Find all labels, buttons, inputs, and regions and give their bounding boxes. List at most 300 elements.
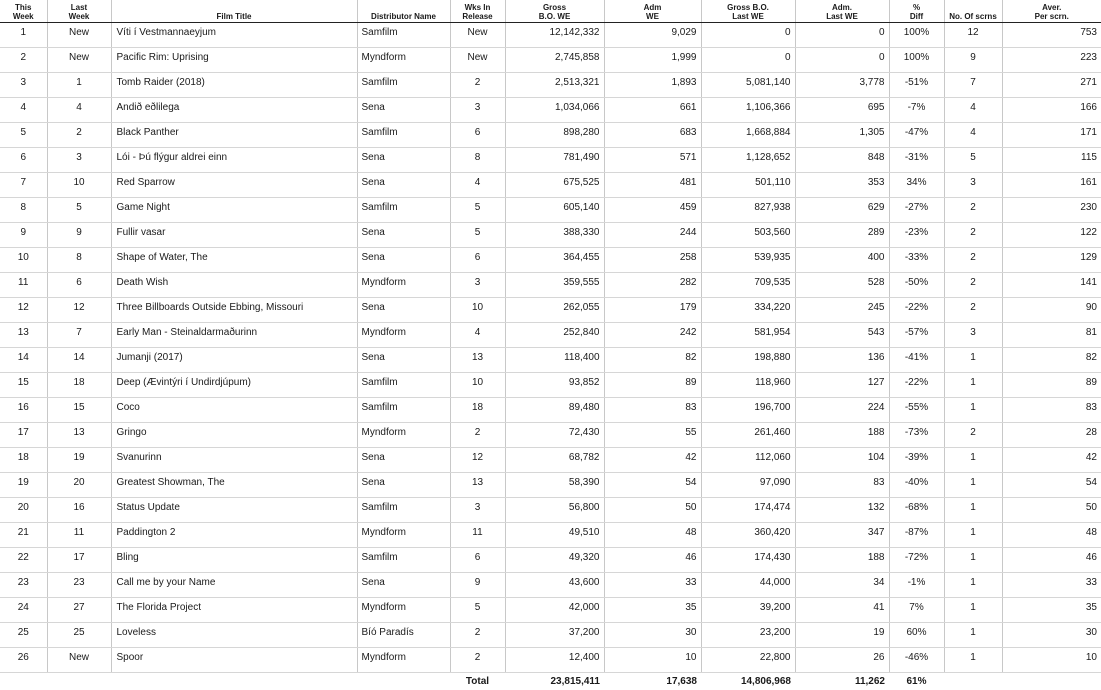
cell-adm-last-we: 188 [795,547,889,572]
cell-diff: -33% [889,247,944,272]
cell-gross-we: 605,140 [505,197,604,222]
cell-last-week: 14 [47,347,111,372]
cell-diff: -1% [889,572,944,597]
cell-last-week: 25 [47,622,111,647]
cell-wks-in-release: 10 [450,372,505,397]
cell-avg-per-screen: 42 [1002,447,1101,472]
cell-avg-per-screen: 90 [1002,297,1101,322]
cell-adm-we: 661 [604,97,701,122]
col-header-avg-per-screen: Aver. Per scrn. [1002,0,1101,22]
cell-adm-last-we: 19 [795,622,889,647]
col-header-adm-we: Adm WE [604,0,701,22]
cell-gross-we: 58,390 [505,472,604,497]
cell-avg-per-screen: 35 [1002,597,1101,622]
cell-screens: 1 [944,597,1002,622]
cell-screens: 1 [944,347,1002,372]
cell-last-week: 10 [47,172,111,197]
cell-gross-last-we: 709,535 [701,272,795,297]
col-header-diff: % Diff [889,0,944,22]
cell-film-title: Status Update [111,497,357,522]
table-row [0,47,1101,72]
cell-this-week: 6 [0,147,47,172]
cell-film-title: Víti í Vestmannaeyjum [111,22,357,47]
cell-film-title: Shape of Water, The [111,247,357,272]
cell-film-title: Lói - Þú flýgur aldrei einn [111,147,357,172]
cell-wks-in-release: 6 [450,547,505,572]
table-row [0,572,1101,597]
cell-this-week: 24 [0,597,47,622]
table-row [0,397,1101,422]
cell-screens: 2 [944,247,1002,272]
cell-distributor: Sena [357,147,450,172]
cell-gross-we: 56,800 [505,497,604,522]
cell-film-title: Call me by your Name [111,572,357,597]
cell-gross-last-we: 1,106,366 [701,97,795,122]
cell-avg-per-screen: 82 [1002,347,1101,372]
cell-this-week: 25 [0,622,47,647]
cell-film-title: Greatest Showman, The [111,472,357,497]
cell-wks-in-release: 13 [450,347,505,372]
cell-this-week: 18 [0,447,47,472]
cell-gross-last-we: 360,420 [701,522,795,547]
cell-adm-we: 35 [604,597,701,622]
cell-distributor: Sena [357,172,450,197]
total-gross-last-we: 14,806,968 [740,675,791,687]
cell-diff: -47% [889,122,944,147]
cell-avg-per-screen: 122 [1002,222,1101,247]
table-row [0,97,1101,122]
cell-this-week: 2 [0,47,47,72]
cell-distributor: Samfilm [357,497,450,522]
cell-last-week: 4 [47,97,111,122]
cell-film-title: Coco [111,397,357,422]
cell-gross-we: 72,430 [505,422,604,447]
cell-avg-per-screen: 171 [1002,122,1101,147]
table-row [0,472,1101,497]
cell-gross-last-we: 23,200 [701,622,795,647]
cell-this-week: 15 [0,372,47,397]
cell-gross-we: 49,320 [505,547,604,572]
cell-adm-we: 46 [604,547,701,572]
cell-avg-per-screen: 33 [1002,572,1101,597]
cell-gross-last-we: 112,060 [701,447,795,472]
cell-adm-we: 48 [604,522,701,547]
cell-last-week: 19 [47,447,111,472]
table-row [0,147,1101,172]
cell-adm-we: 481 [604,172,701,197]
cell-avg-per-screen: 223 [1002,47,1101,72]
table-row [0,222,1101,247]
cell-screens: 5 [944,147,1002,172]
cell-distributor: Myndform [357,47,450,72]
cell-avg-per-screen: 753 [1002,22,1101,47]
cell-screens: 1 [944,572,1002,597]
cell-adm-we: 10 [604,647,701,672]
cell-gross-we: 49,510 [505,522,604,547]
cell-avg-per-screen: 81 [1002,322,1101,347]
cell-adm-we: 30 [604,622,701,647]
cell-avg-per-screen: 48 [1002,522,1101,547]
cell-gross-last-we: 174,474 [701,497,795,522]
cell-adm-we: 683 [604,122,701,147]
table-row [0,122,1101,147]
cell-this-week: 10 [0,247,47,272]
cell-adm-last-we: 629 [795,197,889,222]
cell-gross-we: 37,200 [505,622,604,647]
cell-wks-in-release: New [450,47,505,72]
cell-avg-per-screen: 46 [1002,547,1101,572]
cell-avg-per-screen: 115 [1002,147,1101,172]
cell-this-week: 13 [0,322,47,347]
cell-adm-last-we: 0 [795,47,889,72]
cell-film-title: Fullir vasar [111,222,357,247]
cell-diff: -51% [889,72,944,97]
cell-distributor: Sena [357,222,450,247]
cell-screens: 4 [944,97,1002,122]
cell-adm-last-we: 347 [795,522,889,547]
cell-distributor: Myndform [357,522,450,547]
cell-distributor: Sena [357,447,450,472]
cell-last-week: 5 [47,197,111,222]
cell-last-week: 8 [47,247,111,272]
cell-this-week: 9 [0,222,47,247]
cell-wks-in-release: 4 [450,322,505,347]
cell-wks-in-release: 2 [450,647,505,672]
cell-distributor: Myndform [357,647,450,672]
cell-distributor: Sena [357,472,450,497]
table-row [0,247,1101,272]
cell-adm-we: 54 [604,472,701,497]
cell-screens: 1 [944,497,1002,522]
cell-gross-last-we: 1,668,884 [701,122,795,147]
cell-film-title: Svanurinn [111,447,357,472]
cell-adm-last-we: 848 [795,147,889,172]
cell-avg-per-screen: 28 [1002,422,1101,447]
cell-film-title: Jumanji (2017) [111,347,357,372]
cell-gross-we: 12,142,332 [505,22,604,47]
cell-screens: 1 [944,447,1002,472]
cell-this-week: 4 [0,97,47,122]
cell-this-week: 7 [0,172,47,197]
cell-gross-we: 262,055 [505,297,604,322]
cell-last-week: 6 [47,272,111,297]
cell-adm-last-we: 0 [795,22,889,47]
cell-wks-in-release: 5 [450,197,505,222]
cell-distributor: Sena [357,347,450,372]
total-gross-we: 23,815,411 [550,675,600,687]
cell-diff: -55% [889,397,944,422]
table-row [0,372,1101,397]
table-row [0,597,1101,622]
cell-adm-we: 571 [604,147,701,172]
col-header-distributor: Distributor Name [357,0,450,22]
cell-film-title: Early Man - Steinaldarmaðurinn [111,322,357,347]
cell-diff: -72% [889,547,944,572]
cell-this-week: 23 [0,572,47,597]
cell-adm-last-we: 3,778 [795,72,889,97]
cell-this-week: 11 [0,272,47,297]
cell-last-week: New [47,47,111,72]
cell-last-week: 9 [47,222,111,247]
cell-this-week: 21 [0,522,47,547]
cell-adm-we: 33 [604,572,701,597]
cell-avg-per-screen: 166 [1002,97,1101,122]
cell-screens: 3 [944,172,1002,197]
total-adm-we: 17,638 [666,675,697,687]
cell-avg-per-screen: 129 [1002,247,1101,272]
cell-film-title: Black Panther [111,122,357,147]
cell-diff: 7% [889,597,944,622]
cell-film-title: Loveless [111,622,357,647]
cell-gross-last-we: 501,110 [701,172,795,197]
cell-wks-in-release: 13 [450,472,505,497]
col-header-gross-last-we: Gross B.O. Last WE [701,0,795,22]
cell-adm-last-we: 353 [795,172,889,197]
cell-avg-per-screen: 141 [1002,272,1101,297]
cell-gross-we: 2,513,321 [505,72,604,97]
cell-distributor: Samfilm [357,22,450,47]
cell-distributor: Sena [357,297,450,322]
table-row [0,197,1101,222]
cell-film-title: The Florida Project [111,597,357,622]
cell-last-week: 27 [47,597,111,622]
cell-last-week: 15 [47,397,111,422]
cell-adm-we: 9,029 [604,22,701,47]
table-row [0,547,1101,572]
cell-adm-last-we: 104 [795,447,889,472]
cell-gross-last-we: 261,460 [701,422,795,447]
cell-adm-we: 459 [604,197,701,222]
cell-gross-we: 68,782 [505,447,604,472]
cell-screens: 1 [944,372,1002,397]
total-row [0,672,1101,690]
cell-gross-last-we: 198,880 [701,347,795,372]
cell-diff: -27% [889,197,944,222]
cell-gross-we: 93,852 [505,372,604,397]
cell-gross-last-we: 581,954 [701,322,795,347]
table-body [0,22,1101,672]
table-row [0,172,1101,197]
table-row [0,297,1101,322]
cell-screens: 9 [944,47,1002,72]
cell-wks-in-release: 4 [450,172,505,197]
cell-diff: -57% [889,322,944,347]
cell-wks-in-release: 2 [450,622,505,647]
cell-screens: 1 [944,547,1002,572]
cell-distributor: Sena [357,97,450,122]
cell-adm-we: 244 [604,222,701,247]
cell-screens: 12 [944,22,1002,47]
cell-diff: -73% [889,422,944,447]
cell-diff: 100% [889,22,944,47]
cell-gross-last-we: 39,200 [701,597,795,622]
total-adm-last-we: 11,262 [854,675,885,687]
cell-film-title: Red Sparrow [111,172,357,197]
cell-adm-last-we: 543 [795,322,889,347]
cell-diff: 60% [889,622,944,647]
cell-adm-last-we: 695 [795,97,889,122]
cell-gross-we: 388,330 [505,222,604,247]
cell-gross-last-we: 503,560 [701,222,795,247]
cell-adm-we: 179 [604,297,701,322]
cell-diff: -50% [889,272,944,297]
table-row [0,272,1101,297]
cell-this-week: 5 [0,122,47,147]
cell-screens: 4 [944,122,1002,147]
cell-screens: 1 [944,397,1002,422]
cell-gross-last-we: 0 [701,47,795,72]
cell-screens: 1 [944,522,1002,547]
cell-film-title: Tomb Raider (2018) [111,72,357,97]
cell-wks-in-release: 18 [450,397,505,422]
cell-this-week: 14 [0,347,47,372]
cell-gross-we: 2,745,858 [505,47,604,72]
cell-film-title: Paddington 2 [111,522,357,547]
cell-gross-we: 42,000 [505,597,604,622]
cell-gross-we: 252,840 [505,322,604,347]
cell-film-title: Game Night [111,197,357,222]
header-row [0,0,1101,22]
cell-screens: 2 [944,422,1002,447]
cell-adm-last-we: 528 [795,272,889,297]
cell-diff: -23% [889,222,944,247]
table-row [0,422,1101,447]
cell-wks-in-release: 11 [450,522,505,547]
cell-film-title: Andið eðlilega [111,97,357,122]
cell-diff: -41% [889,347,944,372]
col-header-this-week: This Week [0,0,47,22]
cell-distributor: Samfilm [357,372,450,397]
cell-gross-last-we: 97,090 [701,472,795,497]
cell-adm-last-we: 34 [795,572,889,597]
cell-adm-last-we: 188 [795,422,889,447]
cell-adm-last-we: 136 [795,347,889,372]
cell-distributor: Samfilm [357,197,450,222]
cell-distributor: Samfilm [357,547,450,572]
cell-avg-per-screen: 161 [1002,172,1101,197]
cell-adm-we: 55 [604,422,701,447]
cell-adm-we: 83 [604,397,701,422]
cell-this-week: 22 [0,547,47,572]
cell-adm-we: 50 [604,497,701,522]
cell-gross-last-we: 118,960 [701,372,795,397]
cell-last-week: 18 [47,372,111,397]
table-row [0,447,1101,472]
cell-film-title: Gringo [111,422,357,447]
cell-gross-last-we: 0 [701,22,795,47]
cell-gross-last-we: 196,700 [701,397,795,422]
cell-gross-last-we: 174,430 [701,547,795,572]
cell-last-week: 3 [47,147,111,172]
cell-adm-we: 42 [604,447,701,472]
cell-gross-we: 89,480 [505,397,604,422]
cell-avg-per-screen: 230 [1002,197,1101,222]
cell-screens: 1 [944,472,1002,497]
cell-avg-per-screen: 30 [1002,622,1101,647]
col-header-screens: No. Of scrns [944,0,1002,22]
cell-last-week: 11 [47,522,111,547]
cell-last-week: 16 [47,497,111,522]
cell-diff: -7% [889,97,944,122]
cell-this-week: 3 [0,72,47,97]
cell-wks-in-release: 6 [450,247,505,272]
cell-this-week: 8 [0,197,47,222]
col-header-gross-we: Gross B.O. WE [505,0,604,22]
cell-gross-we: 898,280 [505,122,604,147]
cell-avg-per-screen: 50 [1002,497,1101,522]
cell-gross-we: 364,455 [505,247,604,272]
table-row [0,72,1101,97]
cell-adm-we: 1,999 [604,47,701,72]
cell-this-week: 12 [0,297,47,322]
cell-wks-in-release: New [450,22,505,47]
cell-this-week: 26 [0,647,47,672]
cell-distributor: Samfilm [357,397,450,422]
cell-adm-we: 1,893 [604,72,701,97]
cell-diff: -31% [889,147,944,172]
cell-distributor: Sena [357,247,450,272]
cell-last-week: 12 [47,297,111,322]
cell-adm-last-we: 127 [795,372,889,397]
cell-wks-in-release: 5 [450,222,505,247]
cell-screens: 3 [944,322,1002,347]
cell-diff: 34% [889,172,944,197]
cell-adm-last-we: 1,305 [795,122,889,147]
cell-adm-we: 242 [604,322,701,347]
cell-gross-last-we: 1,128,652 [701,147,795,172]
cell-diff: -87% [889,522,944,547]
cell-wks-in-release: 2 [450,72,505,97]
cell-adm-last-we: 289 [795,222,889,247]
cell-gross-last-we: 44,000 [701,572,795,597]
cell-gross-we: 43,600 [505,572,604,597]
cell-film-title: Death Wish [111,272,357,297]
cell-distributor: Sena [357,572,450,597]
cell-adm-last-we: 400 [795,247,889,272]
cell-adm-we: 258 [604,247,701,272]
cell-diff: 100% [889,47,944,72]
col-header-film-title: Film Title [111,0,357,22]
table-row [0,497,1101,522]
cell-avg-per-screen: 89 [1002,372,1101,397]
cell-gross-we: 12,400 [505,647,604,672]
cell-avg-per-screen: 10 [1002,647,1101,672]
cell-diff: -68% [889,497,944,522]
cell-screens: 2 [944,222,1002,247]
cell-screens: 2 [944,297,1002,322]
cell-last-week: 17 [47,547,111,572]
cell-wks-in-release: 3 [450,497,505,522]
cell-gross-we: 1,034,066 [505,97,604,122]
cell-avg-per-screen: 54 [1002,472,1101,497]
cell-this-week: 20 [0,497,47,522]
col-header-adm-last-we: Adm. Last WE [795,0,889,22]
cell-adm-last-we: 132 [795,497,889,522]
cell-diff: -22% [889,297,944,322]
cell-distributor: Bíó Paradís [357,622,450,647]
cell-this-week: 17 [0,422,47,447]
cell-gross-we: 359,555 [505,272,604,297]
cell-film-title: Deep (Ævintýri í Undirdjúpum) [111,372,357,397]
cell-last-week: 7 [47,322,111,347]
cell-last-week: New [47,22,111,47]
cell-adm-last-we: 245 [795,297,889,322]
cell-screens: 1 [944,622,1002,647]
cell-distributor: Myndform [357,597,450,622]
cell-film-title: Spoor [111,647,357,672]
cell-wks-in-release: 2 [450,422,505,447]
cell-distributor: Samfilm [357,72,450,97]
